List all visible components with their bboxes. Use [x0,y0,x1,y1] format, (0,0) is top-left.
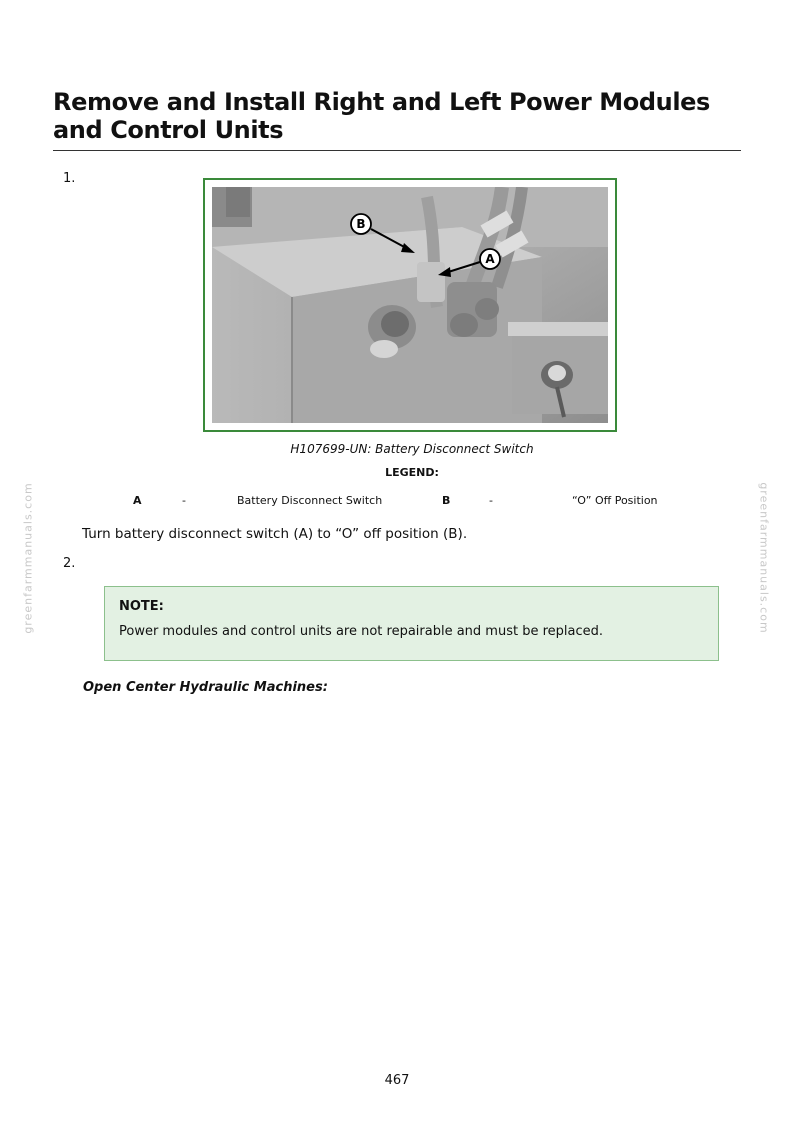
legend-text-a: Battery Disconnect Switch [237,494,383,507]
page-number: 467 [384,1073,410,1088]
legend-dash-a: - [182,494,186,507]
note-box [104,586,719,661]
note-title: NOTE: [119,599,164,614]
callout-a-label: A [485,252,495,266]
legend-title: LEGEND: [385,466,439,479]
figure-caption: H107699-UN: Battery Disconnect Switch [290,442,534,456]
step-number-2: 2. [63,556,76,571]
title-divider [53,150,741,151]
figure-frame [203,178,617,432]
page-title: Remove and Install Right and Left Power Modules and Control Units [53,88,710,144]
watermark-left: greenfarmmanuals.com [21,482,35,634]
legend-text-b: “O” Off Position [572,494,658,507]
legend-key-a: A [133,494,142,507]
note-text: Power modules and control units are not repairable and must be replaced. [119,624,604,639]
watermark-right: greenfarmmanuals.com [757,482,771,634]
step-number-1: 1. [63,171,76,186]
subheading-open-center: Open Center Hydraulic Machines: [83,680,328,695]
step-1-instruction: Turn battery disconnect switch (A) to “O” off position (B). [82,526,468,542]
battery-disconnect-photo [212,187,608,423]
legend-dash-b: - [489,494,493,507]
callout-b-label: B [356,217,366,231]
legend-key-b: B [442,494,451,507]
